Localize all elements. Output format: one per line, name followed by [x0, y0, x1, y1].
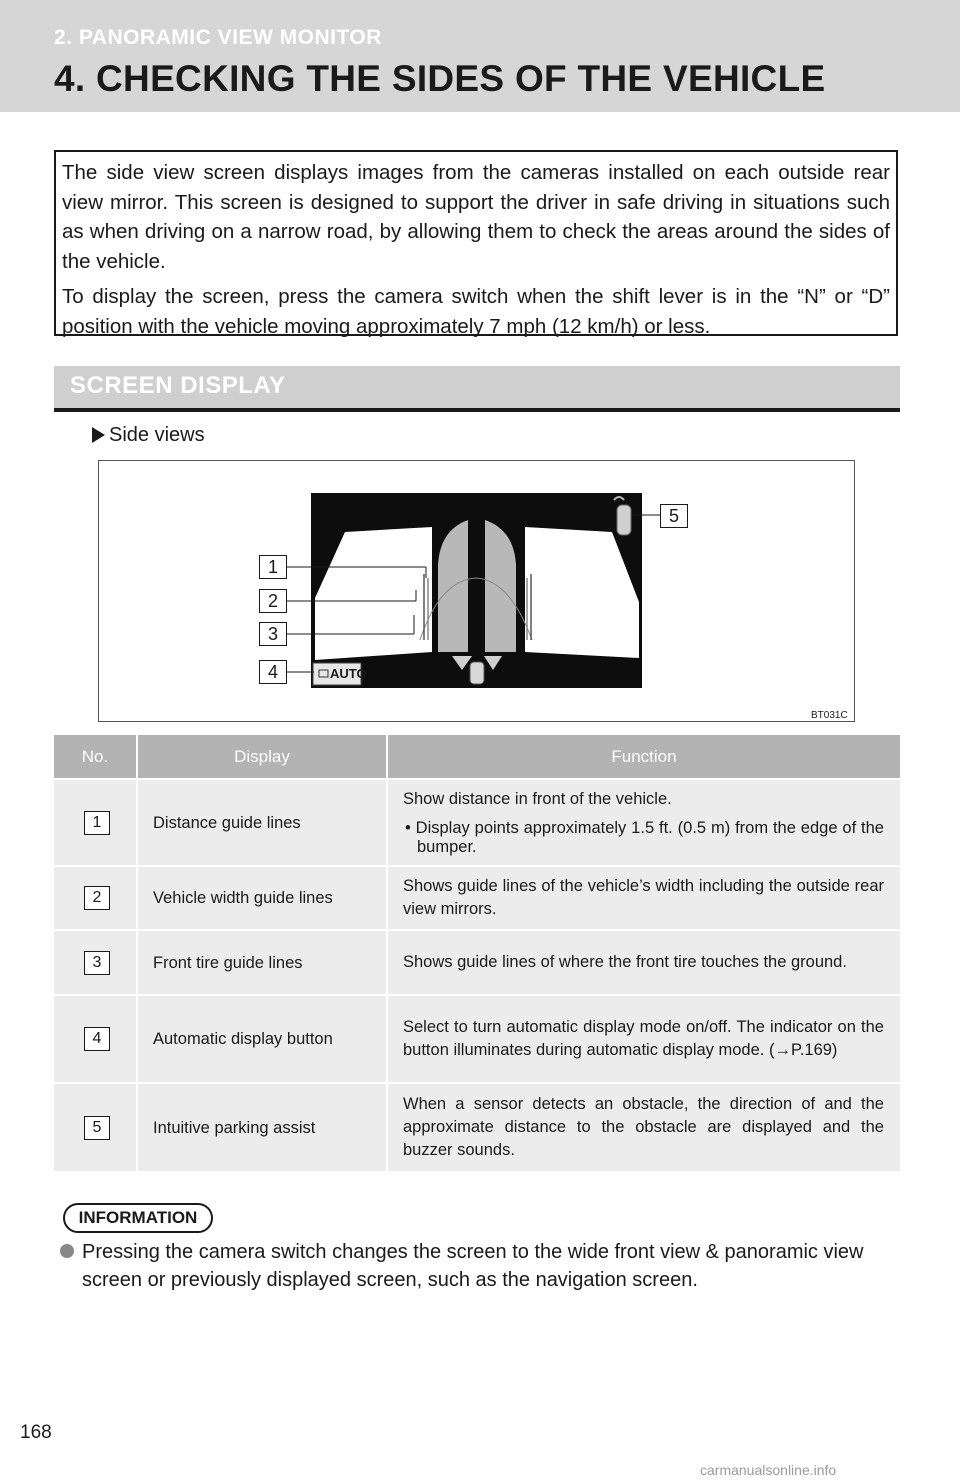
header-function: Function [387, 735, 900, 779]
row-number-cell [54, 995, 137, 1083]
table-row [54, 779, 900, 866]
header-no: No. [54, 735, 137, 779]
table-row [54, 930, 900, 995]
car-icon-bottom [470, 662, 484, 684]
row-display: Distance guide lines [137, 779, 387, 866]
table-row [54, 1083, 900, 1171]
row-display: Automatic display button [137, 995, 387, 1083]
row-function: Shows guide lines of the vehicle’s width including the outside rear view mirrors. [387, 866, 900, 930]
row-display: Intuitive parking assist [137, 1083, 387, 1171]
row-function: Shows guide lines of where the front tire touches the ground. [387, 930, 900, 995]
row-number-cell [54, 779, 137, 866]
header-display: Display [137, 735, 387, 779]
figure-code: BT031C [811, 710, 848, 721]
callout-1: 1 [259, 555, 287, 579]
information-label: INFORMATION [63, 1203, 213, 1233]
information-text: Pressing the camera switch changes the screen to the wide front view & panoramic view screen or previously displayed screen, such as the navigation screen. [82, 1241, 864, 1291]
intro-paragraph-2: To display the screen, press the camera switch when the shift lever is in the “N” or “D” position with the vehicle moving approximately 7 mph (12 km/h) or less. [62, 285, 890, 338]
watermark: carmanualsonline.info [700, 1462, 837, 1478]
row-function: Select to turn automatic display mode on/off. The indicator on the button illuminates during automatic display mode. (→P.169) [387, 995, 900, 1083]
row-number: 2 [84, 886, 110, 910]
page-number: 168 [20, 1422, 52, 1443]
intro-paragraph-1: The side view screen displays images from the cameras installed on each outside rear view mirror. This screen is designed to support the driver in safe driving in situations such as when driving on a narrow road, by allowing them to check the areas around the sides of the vehicle. [62, 161, 890, 273]
row-number-cell [54, 866, 137, 930]
row-number: 1 [84, 811, 110, 835]
page-title: 4. CHECKING THE SIDES OF THE VEHICLE [54, 58, 826, 99]
row-display: Front tire guide lines [137, 930, 387, 995]
callout-5: 5 [660, 504, 688, 528]
row-number: 3 [84, 951, 110, 975]
parking-assist-car-icon [617, 505, 631, 535]
row-display: Vehicle width guide lines [137, 866, 387, 930]
row-function-cell [387, 779, 900, 866]
table-row [54, 995, 900, 1083]
row-number: 5 [84, 1116, 110, 1140]
function-table [54, 735, 900, 1171]
callout-2: 2 [259, 589, 287, 613]
callout-4: 4 [259, 660, 287, 684]
row-number: 4 [84, 1027, 110, 1051]
row-function: When a sensor detects an obstacle, the direction of and the approximate distance to the obstacle are displayed and the buzzer sounds. [387, 1083, 900, 1171]
row-number-cell [54, 930, 137, 995]
information-item [60, 1238, 900, 1294]
table-row [54, 866, 900, 930]
auto-button: AUTO [330, 666, 367, 681]
callout-3: 3 [259, 622, 287, 646]
row-function-bullet-text: Display points approximately 1.5 ft. (0.5 m) from the edge of the bumper. [415, 819, 884, 856]
bullet-dot-icon [60, 1244, 74, 1258]
subheading: SCREEN DISPLAY [70, 372, 286, 399]
bullet-text: Side views [109, 424, 205, 446]
row-function: Show distance in front of the vehicle. [403, 790, 672, 808]
section-label: 2. PANORAMIC VIEW MONITOR [54, 26, 382, 49]
row-number-cell [54, 1083, 137, 1171]
table-header-row [54, 735, 900, 779]
row-function-bullet: • Display points approximately 1.5 ft. (0.5 m) from the edge of the bumper. [405, 819, 884, 856]
